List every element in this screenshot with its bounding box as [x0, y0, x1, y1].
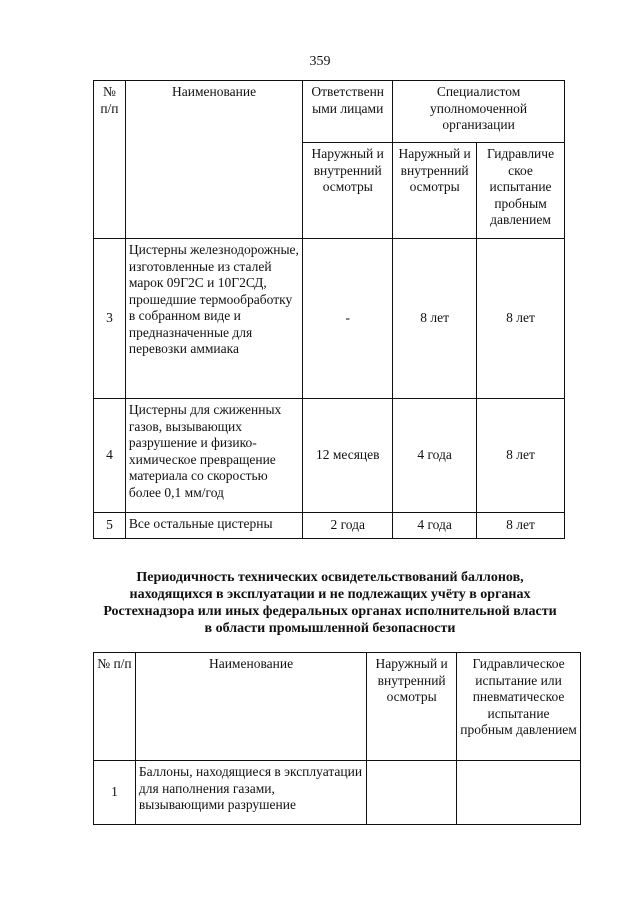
header-name: Наименование — [135, 653, 366, 761]
row-responsible: - — [303, 239, 393, 399]
row-hydraulic: 8 лет — [477, 399, 565, 513]
section-title-line: Периодичность технических освидетельствований баллонов, — [136, 570, 524, 585]
table-row — [94, 239, 565, 399]
header-responsible: Ответственн ыми лицами — [303, 81, 393, 143]
header-specialist: Специалистом уполномоченной организации — [393, 81, 565, 143]
row-name: Все остальные цистерны — [125, 513, 302, 539]
row-name: Цистерны железнодорожные, изготовленные из сталей марок 09Г2С и 10Г2СД, прошедшие термообработку в собранном виде и предназначенные для перевозки аммиака — [125, 239, 302, 399]
row-name: Баллоны, находящиеся в эксплуатации для наполнения газами, вызывающими разрушение — [135, 761, 366, 825]
header-name: Наименование — [125, 81, 302, 239]
row-external: 4 года — [393, 513, 477, 539]
row-number: 1 — [94, 761, 136, 825]
row-hydraulic: 8 лет — [477, 513, 565, 539]
section-title-line: находящихся в эксплуатации и не подлежащих учёту в органах — [129, 587, 531, 602]
row-external: 4 года — [393, 399, 477, 513]
row-number: 3 — [94, 239, 126, 399]
row-name: Цистерны для сжиженных газов, вызывающих разрушение и физико-химическое превращение материала со скоростью более 0,1 мм/год — [125, 399, 302, 513]
inspection-periods-table — [93, 80, 565, 539]
header-hydraulic: Гидравлическое испытание или пневматическое испытание пробным давлением — [457, 653, 581, 761]
row-number: 4 — [94, 399, 126, 513]
section-title-line: Ростехнадзора или иных федеральных органах исполнительной власти — [103, 604, 557, 619]
row-hydraulic — [457, 761, 581, 825]
header-sub-external-1: Наружный и внутренний осмотры — [303, 143, 393, 239]
header-sub-external-2: Наружный и внутренний осмотры — [393, 143, 477, 239]
row-number: 5 — [94, 513, 126, 539]
page-number: 359 — [309, 54, 331, 69]
table-row — [94, 761, 581, 825]
row-external: 8 лет — [393, 239, 477, 399]
header-number: № п/п — [94, 653, 136, 761]
section-title-line: в области промышленной безопасности — [204, 621, 456, 636]
cylinder-inspection-table — [93, 652, 581, 825]
row-responsible: 12 месяцев — [303, 399, 393, 513]
header-number: № п/п — [94, 81, 126, 239]
row-external — [367, 761, 457, 825]
section-title — [90, 569, 570, 637]
header-external: Наружный и внутренний осмотры — [367, 653, 457, 761]
table-row — [94, 513, 565, 539]
table-row — [94, 399, 565, 513]
header-sub-hydraulic: Гидравличе ское испытание пробным давлением — [477, 143, 565, 239]
row-hydraulic: 8 лет — [477, 239, 565, 399]
row-responsible: 2 года — [303, 513, 393, 539]
